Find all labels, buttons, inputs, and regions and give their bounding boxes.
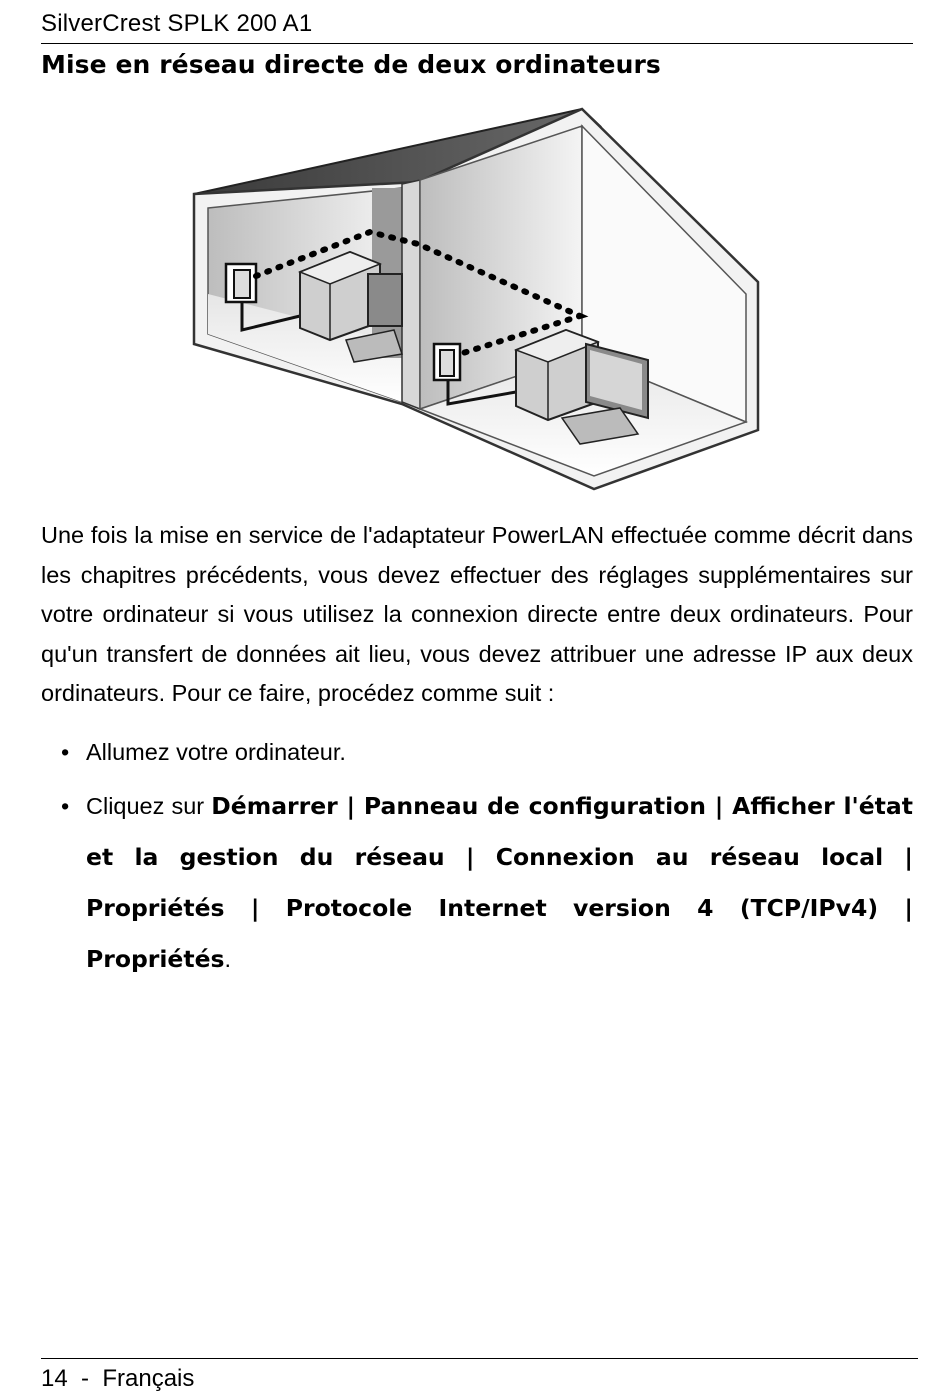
step-1-text: Allumez votre ordinateur. — [86, 739, 346, 765]
menu-path: Démarrer | Panneau de configuration | Afficher l'état et la gestion du réseau | Connexion au réseau local | Propriétés | Protocole Internet version 4 (TCP/IPv4) | Propriétés — [86, 792, 913, 973]
list-item — [41, 781, 913, 985]
list-item — [41, 730, 913, 774]
instruction-list — [41, 730, 913, 985]
page-header — [41, 8, 913, 44]
page-footer — [41, 1358, 918, 1392]
step-2-prefix: Cliquez sur — [86, 793, 212, 819]
bullet-icon: • — [61, 793, 70, 819]
step-2-suffix: . — [224, 946, 232, 972]
house-network-illustration-icon — [190, 104, 762, 496]
header-product-name: SilverCrest SPLK 200 A1 — [41, 10, 313, 37]
page-number: 14 - Français — [41, 1365, 195, 1392]
intro-paragraph: Une fois la mise en service de l'adaptateur PowerLAN effectuée comme décrit dans les chapitres précédents, vous devez effectuer des réglages supplémentaires sur votre ordinateur si vous utilisez la connexion directe entre deux ordinateurs. Pour qu'un transfert de données ait lieu, vous devez attribuer une adresse IP aux deux ordinateurs. Pour ce faire, procédez comme suit : — [41, 522, 913, 706]
section-title: Mise en réseau directe de deux ordinateurs — [41, 50, 661, 79]
bullet-icon: • — [61, 739, 70, 765]
